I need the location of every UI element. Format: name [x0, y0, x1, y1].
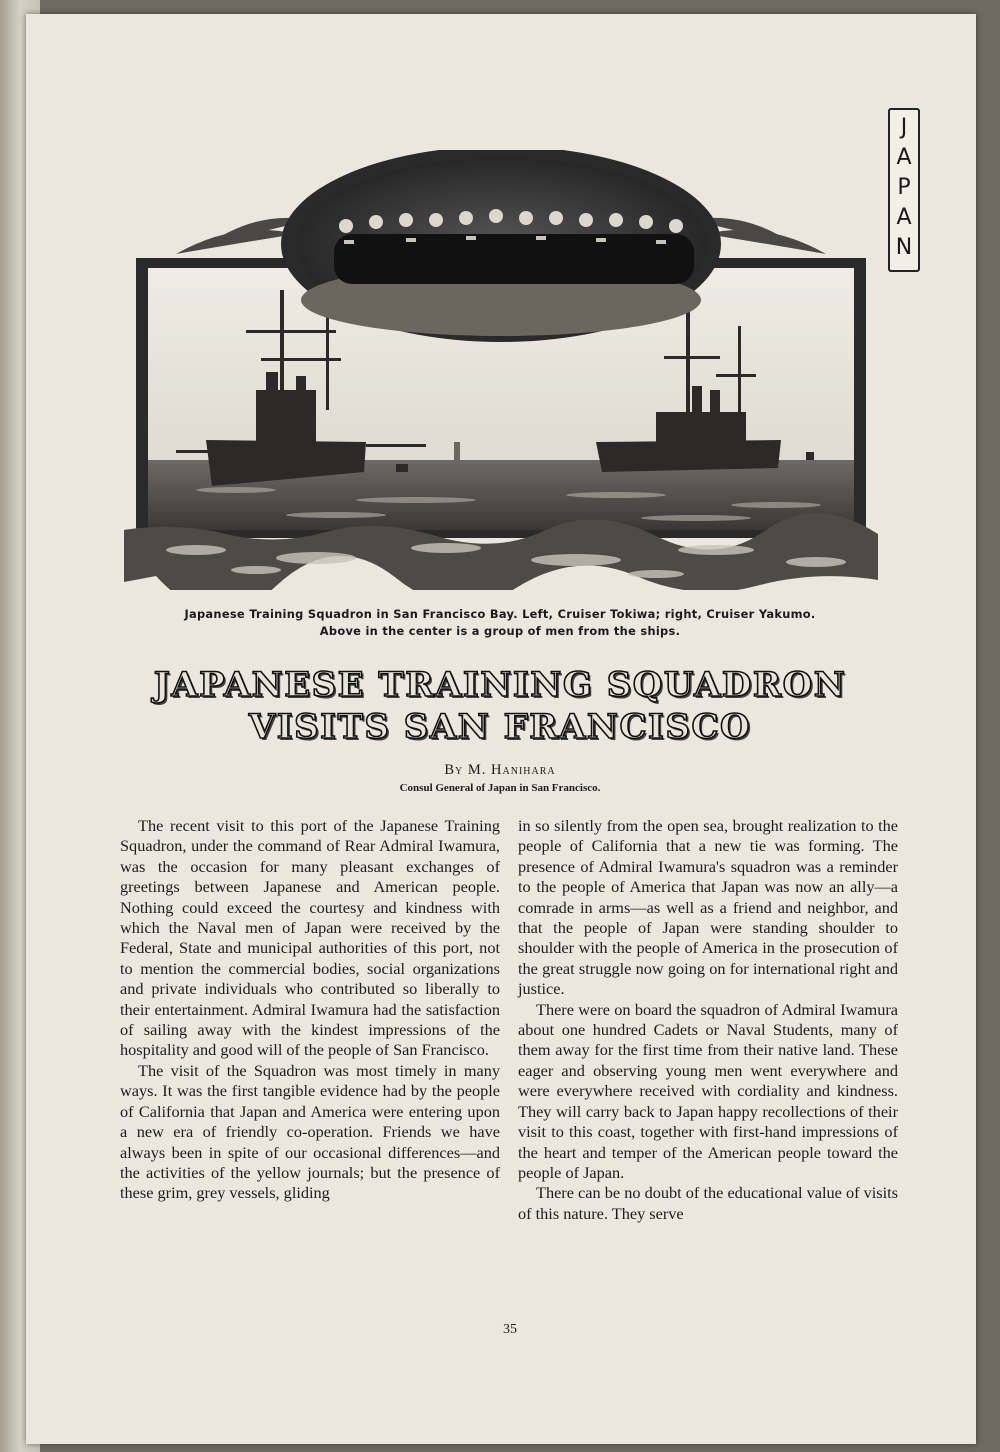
article-paragraph: The recent visit to this port of the Japanese Training Squadron, under the command of Rear Admiral Iwamura, was the occasion for many pleasant exchanges of greetings between Japanese and American people. Nothing could exceed the courtesy and kindness with which the Naval men of Japan were received by the Federal, State and municipal authorities of this port, not to mention the commercial bodies, social organizations and private individuals who contributed so liberally to their entertainment. Admiral Iwamura had the satisfaction of sailing away with the kindest impressions of the hospitality and good will of the people of San Francisco.: [120, 816, 500, 1060]
headline-line-1: JAPANESE TRAINING SQUADRON: [153, 665, 847, 705]
article-paragraph: There were on board the squadron of Admiral Iwamura about one hundred Cadets or Naval Students, many of them away for the first time from their native land. These eager and observing young men went everywhere and were everywhere received with cordiality and kindness. They will carry back to Japan happy recollections of their visit to this coast, together with first-hand impressions of the heart and temper of the American people toward the people of Japan.: [518, 999, 898, 1182]
article-column-left: [120, 816, 500, 1204]
page-number: 35: [503, 1322, 517, 1337]
author-title: Consul General of Japan in San Francisco.: [399, 782, 601, 794]
squadron-photograph: [116, 150, 886, 590]
byline-author: M. Hanihara: [467, 762, 556, 778]
article-paragraph: There can be no doubt of the educational value of visits of this nature. They serve: [518, 1183, 898, 1223]
article-paragraph: The visit of the Squadron was most timely in many ways. It was the first tangible evidence had by the people of California that Japan and America were entering upon a new era of friendly co-operation. Friends we have always been in spite of our occasional differences—and the activities of the yellow journals; but the presence of these grim, grey vessels, gliding: [120, 1060, 500, 1203]
article-column-right: [518, 816, 898, 1224]
photo-illustration: [116, 150, 886, 590]
article-headline: [80, 664, 920, 748]
photo-caption: [110, 606, 890, 640]
caption-line-2: Above in the center is a group of men from the ships.: [319, 624, 681, 638]
section-tab-label: JAPAN: [891, 115, 917, 265]
byline-prefix: By: [444, 762, 464, 778]
caption-line-1: Japanese Training Squadron in San Francisco Bay. Left, Cruiser Tokiwa; right, Cruiser Yakumo.: [184, 607, 816, 621]
section-tab: [888, 108, 920, 272]
headline-line-2: VISITS SAN FRANCISCO: [248, 707, 752, 747]
article-paragraph-continued: in so silently from the open sea, brought realization to the people of California that a new tie was forming. The presence of Admiral Iwamura's squadron was a reminder to the people of America that Japan was now an ally—a comrade in arms—as well as a friend and neighbor, and that the people of Japan were standing shoulder to shoulder with the people of America in the prosecution of the great struggle now going on for international right and justice.: [518, 816, 898, 999]
byline: [100, 762, 900, 779]
